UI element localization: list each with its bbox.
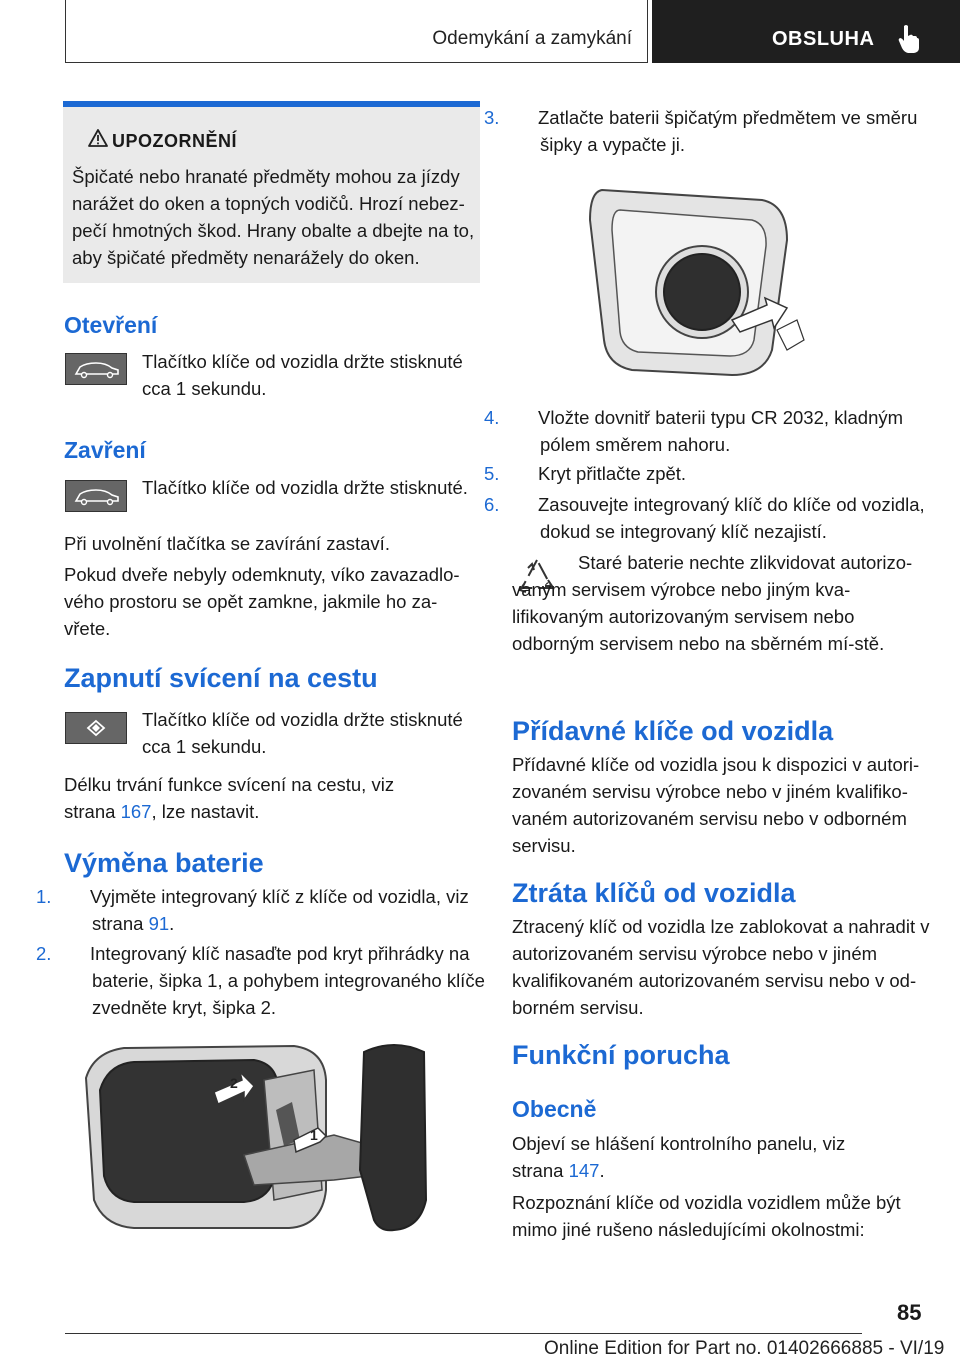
heading-pridavne: Přídavné klíče od vozidla	[512, 716, 834, 746]
svetla-text: Tlačítko klíče od vozidla držte stisknuté cca 1 sekundu.	[142, 709, 463, 757]
heading-otevreni: Otevření	[64, 312, 158, 338]
header-tab[interactable]	[652, 0, 960, 63]
page-number: 85	[897, 1300, 922, 1325]
heading-porucha: Funkční porucha	[512, 1040, 730, 1070]
footer-edition: Online Edition for Part no. 01402666885 - VI/19	[544, 1338, 945, 1359]
heading-obecne: Obecně	[512, 1096, 597, 1122]
page-link-167[interactable]: 167	[120, 801, 152, 822]
ztrata-text: Ztracený klíč od vozidla lze zablokovat a nahradit v autorizovaném servisu výrobce nebo v jiném kvalifikovaném autorizovaném servisu nebo v od-borném servisu.	[512, 916, 930, 1018]
list-item: 1. Vyjměte integrovaný klíč z klíče od vozidla, viz strana 91.	[36, 886, 469, 934]
heading-baterie: Výměna baterie	[64, 848, 264, 878]
svetla-p1: Délku trvání funkce svícení na cestu, viz strana 167, lze nastavit.	[64, 774, 395, 822]
heading-svetla: Zapnutí svícení na cestu	[64, 663, 378, 693]
heading-zavreni: Zavření	[64, 437, 146, 463]
list-item: 2. Integrovaný klíč nasaďte pod kryt přihrádky na baterie, šipka 1, a pohybem integrovaného klíče zvedněte kryt, šipka 2.	[36, 943, 485, 1018]
car-key-button-icon	[65, 353, 127, 385]
zavreni-p1: Při uvolnění tlačítka se zavírání zastaví.	[64, 533, 390, 554]
warning-triangle-icon	[88, 128, 108, 148]
warning-title: UPOZORNĚNÍ	[112, 131, 238, 151]
header-tab-label: OBSLUHA	[772, 28, 875, 50]
heading-ztrata: Ztráta klíčů od vozidla	[512, 878, 796, 908]
pridavne-text: Přídavné klíče od vozidla jsou k dispozici v autori-zovaném servisu výrobce nebo v jiném kvalifiko-vaném autorizovaném servisu nebo v odborném servisu.	[512, 754, 920, 856]
arrow-label-2: 2	[230, 1075, 238, 1091]
car-key-button-icon	[65, 480, 127, 512]
list-item: 3. Zatlačte baterii špičatým předmětem ve směru šipky a vypačte ji.	[484, 107, 918, 155]
headlight-button-icon	[65, 712, 127, 744]
arrow-label-1: 1	[310, 1127, 318, 1143]
header-section-title: Odemykání a zamykání	[432, 28, 632, 49]
porucha-p1: Objeví se hlášení kontrolního panelu, viz strana 147.	[512, 1133, 846, 1181]
list-item: 4. Vložte dovnitř baterii typu CR 2032, kladným pólem směrem nahoru.	[484, 407, 904, 455]
list-item: 5. Kryt přitlačte zpět.	[484, 463, 687, 484]
footer-divider	[65, 1333, 862, 1334]
key-fob-integrated-key-figure	[64, 1040, 479, 1236]
otevreni-text: Tlačítko klíče od vozidla držte stisknuté cca 1 sekundu.	[142, 351, 463, 399]
warning-text: Špičaté nebo hranaté předměty mohou za jízdy narážet do oken a topných vodičů. Hrozí nebez-pečí hmotných škod. Hrany obalte a dbejte na to, aby špičaté předměty nenarážely do oken.	[72, 166, 475, 268]
zavreni-text: Tlačítko klíče od vozidla držte stisknuté.	[142, 477, 468, 498]
page-link-91[interactable]: 91	[148, 913, 170, 934]
porucha-p2: Rozpoznání klíče od vozidla vozidlem může být mimo jiné rušeno následujícími okolnostmi:	[512, 1192, 901, 1240]
list-item: 6. Zasouvejte integrovaný klíč do klíče od vozidla, dokud se integrovaný klíč nezajistí.	[484, 494, 925, 542]
zavreni-p2: Pokud dveře nebyly odemknuty, víko zavazadlo-vého prostoru se opět zamkne, jakmile ho za-vřete.	[64, 564, 460, 639]
recycle-note: Staré baterie nechte zlikvidovat autorizo-vaným servisem výrobce nebo jiným kva-lifikovaným autorizovaným servisem nebo odborným servisem nebo na sběrném mí-stě.	[512, 552, 913, 654]
page-link-147[interactable]: 147	[568, 1160, 600, 1181]
pointing-hand-icon	[898, 24, 922, 54]
battery-removal-figure	[582, 180, 812, 380]
